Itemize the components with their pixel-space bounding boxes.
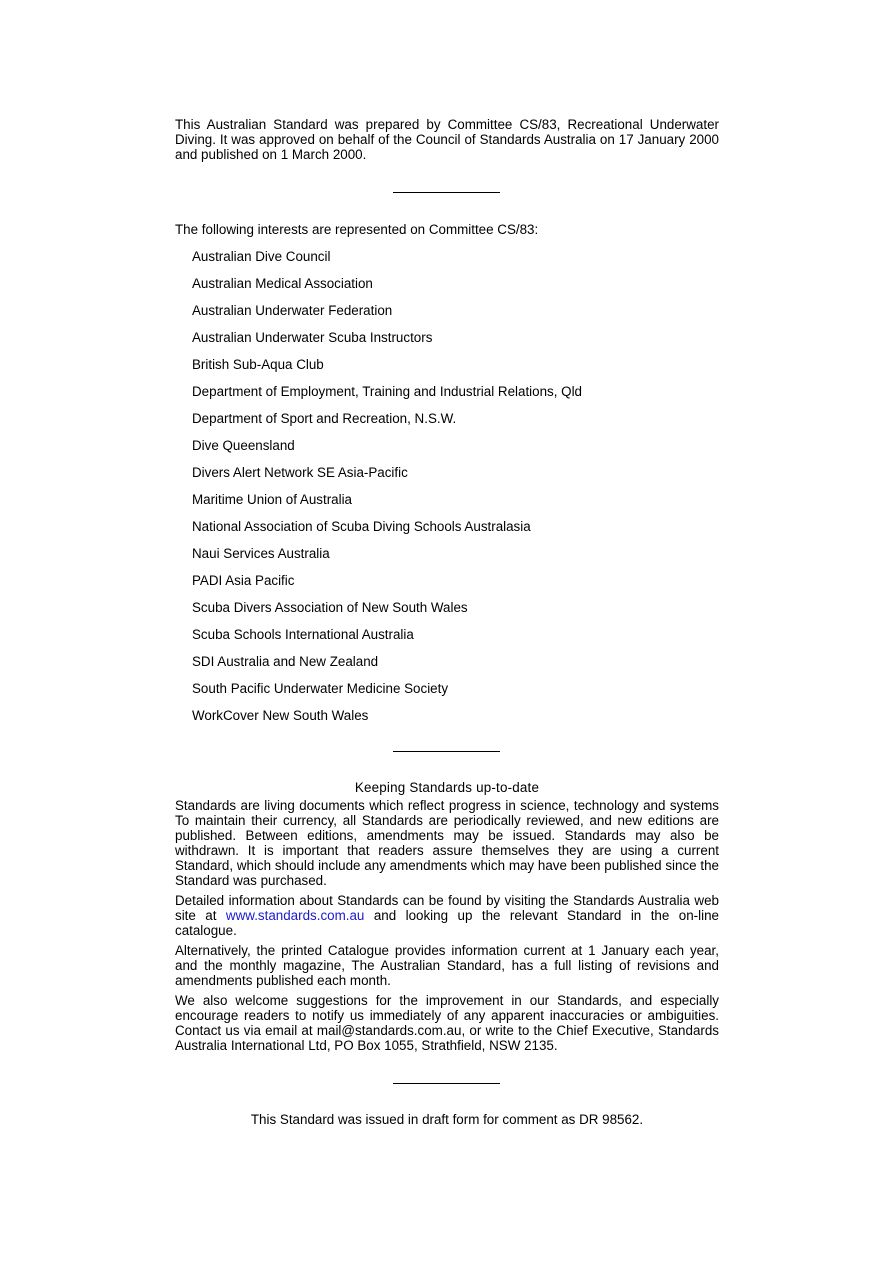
committee-member: Department of Sport and Recreation, N.S.W. [192, 411, 457, 426]
keeping-paragraph-1: Standards are living documents which reflect progress in science, technology and systems To maintain their currency, all Standards are periodically reviewed, and new editions are published. Between editions, amendments may be issued. Standards may also be withdrawn. It is important that readers assure themselves they are using a current Standard, which should include any amendments which may have been published since the Standard was purchased. [175, 798, 719, 888]
committee-member: Divers Alert Network SE Asia-Pacific [192, 465, 408, 480]
document-page [175, 117, 719, 1127]
committee-member: Australian Underwater Scuba Instructors [192, 330, 433, 345]
draft-issue-note: This Standard was issued in draft form for comment as DR 98562. [250, 1112, 644, 1127]
committee-member: Department of Employment, Training and Industrial Relations, Qld [192, 384, 583, 399]
interests-intro: The following interests are represented on Committee CS/83: [175, 222, 539, 237]
committee-member: Australian Medical Association [192, 276, 373, 291]
committee-member: WorkCover New South Wales [192, 708, 369, 723]
committee-member: National Association of Scuba Diving Schools Australasia [192, 519, 531, 534]
standards-website-link[interactable]: www.standards.com.au [225, 908, 365, 923]
committee-member: South Pacific Underwater Medicine Society [192, 681, 449, 696]
section-divider [393, 751, 500, 752]
committee-member: PADI Asia Pacific [192, 573, 295, 588]
intro-paragraph: This Australian Standard was prepared by Committee CS/83, Recreational Underwater Diving. It was approved on behalf of the Council of Standards Australia on 17 January 2000 and published on 1 March 2000. [175, 117, 719, 162]
keeping-paragraph-2 [175, 893, 719, 938]
committee-member: Australian Dive Council [192, 249, 331, 264]
section-divider [393, 1083, 500, 1084]
committee-member-list [175, 241, 719, 727]
committee-member: Maritime Union of Australia [192, 492, 353, 507]
committee-member: Scuba Divers Association of New South Wales [192, 600, 468, 615]
committee-member: SDI Australia and New Zealand [192, 654, 379, 669]
section-divider [393, 192, 500, 193]
committee-member: Australian Underwater Federation [192, 303, 393, 318]
committee-member: Dive Queensland [192, 438, 295, 453]
committee-member: Scuba Schools International Australia [192, 627, 414, 642]
committee-member: Naui Services Australia [192, 546, 330, 561]
keeping-paragraph-2-start: Detailed information about Standards can be found by visiting the Standards Australia web site at [175, 893, 719, 923]
keeping-paragraph-3: Alternatively, the printed Catalogue provides information current at 1 January each year, and the monthly magazine, The Australian Standard, has a full listing of revisions and amendments published each month. [175, 943, 719, 988]
committee-member: British Sub-Aqua Club [192, 357, 324, 372]
keeping-standards-heading: Keeping Standards up-to-date [354, 780, 540, 795]
keeping-paragraph-4: We also welcome suggestions for the improvement in our Standards, and especially encourage readers to notify us immediately of any apparent inaccuracies or ambiguities. Contact us via email at mail@standards.com.au, or write to the Chief Executive, Standards Australia International Ltd, PO Box 1055, Strathfield, NSW 2135. [175, 993, 719, 1053]
keeping-paragraph-2-end: and looking up the relevant Standard in the on-line catalogue. [175, 908, 719, 938]
